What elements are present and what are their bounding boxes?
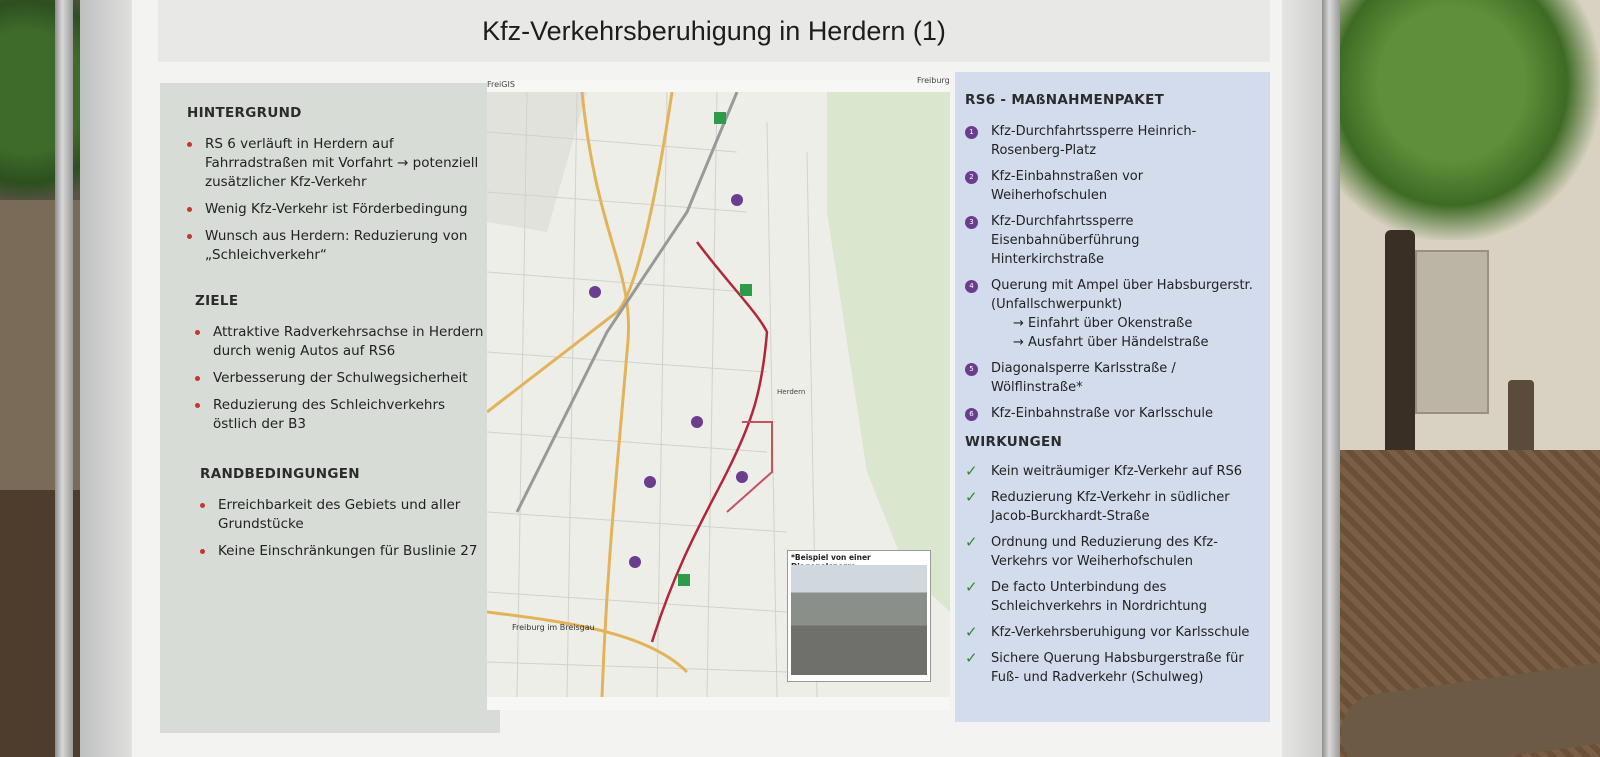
effect-item	[965, 462, 1255, 481]
poster-title: Kfz-Verkehrsberuhigung in Herdern (1)	[482, 15, 946, 46]
effect-item	[965, 533, 1255, 571]
bullet-dot-icon	[187, 142, 192, 147]
list-item	[187, 135, 487, 192]
measure-item	[965, 276, 1255, 352]
effect-text: Ordnung und Reduzierung des Kfz-Verkehrs vor Weiherhofschulen	[991, 535, 1218, 569]
randbedingungen-list	[200, 496, 490, 569]
list-item-text: Keine Einschränkungen für Buslinie 27	[218, 543, 478, 559]
number-badge: 1	[965, 126, 978, 139]
checkmark-icon: ✓	[965, 533, 978, 551]
heading-hintergrund: HINTERGRUND	[187, 105, 302, 121]
list-item	[187, 227, 487, 265]
map-source-label: FreiGIS	[487, 80, 515, 89]
marker-1	[736, 471, 748, 483]
city-label: Freiburg im Breisgau	[512, 623, 595, 632]
pole-right	[1322, 0, 1340, 757]
bullet-dot-icon	[195, 330, 200, 335]
effect-item	[965, 649, 1255, 687]
marker-6	[629, 556, 641, 568]
number-badge: 6	[965, 408, 978, 421]
marker-3	[731, 194, 743, 206]
inset-photo	[791, 565, 927, 675]
checkmark-icon: ✓	[965, 623, 978, 641]
bullet-dot-icon	[187, 234, 192, 239]
list-item	[195, 396, 490, 434]
effect-text: Kfz-Verkehrsberuhigung vor Karlsschule	[991, 625, 1250, 640]
number-badge: 5	[965, 363, 978, 376]
list-item	[200, 496, 490, 534]
tree-right	[1330, 0, 1600, 240]
bullet-dot-icon	[187, 207, 192, 212]
number-badge: 3	[965, 216, 978, 229]
measure-text: Diagonalsperre Karlsstraße / Wölflinstraße*	[991, 361, 1176, 395]
measure-text: Kfz-Einbahnstraße vor Karlsschule	[991, 406, 1214, 421]
measure-text: Kfz-Durchfahrtssperre Heinrich-Rosenberg-Platz	[991, 124, 1197, 158]
diagonal-barrier-inset	[787, 550, 931, 682]
measure-subitem: → Einfahrt über Okenstraße	[1013, 316, 1193, 331]
effect-text: Reduzierung Kfz-Verkehr in südlicher Jacob-Burckhardt-Straße	[991, 490, 1230, 524]
list-item-text: Verbesserung der Schulwegsicherheit	[213, 370, 468, 386]
right-panel	[955, 72, 1270, 722]
measure-item	[965, 122, 1255, 160]
effect-text: Sichere Querung Habsburgerstraße für Fuß- und Radverkehr (Schulweg)	[991, 651, 1244, 685]
heading-randbedingungen: RANDBEDINGUNGEN	[200, 466, 360, 482]
list-item	[187, 200, 487, 219]
inset-caption: *Beispiel von einer	[791, 553, 871, 562]
map-area	[487, 76, 950, 710]
checkmark-icon: ✓	[965, 649, 978, 667]
marker-5	[644, 476, 656, 488]
list-item-text: Attraktive Radverkehrsachse in Herdern durch wenig Autos auf RS6	[213, 324, 484, 359]
measure-text: Querung mit Ampel über Habsburgerstr. (Unfallschwerpunkt)	[991, 278, 1253, 312]
effect-item	[965, 578, 1255, 616]
effect-item	[965, 488, 1255, 526]
number-badge: 4	[965, 280, 978, 293]
massnahmen-list	[965, 122, 1255, 430]
measure-item	[965, 359, 1255, 397]
tree-left	[0, 0, 90, 230]
measure-text: Kfz-Durchfahrtssperre Eisenbahnüberführung Hinterkirchstraße	[991, 214, 1140, 267]
left-panel	[160, 83, 500, 733]
number-badge: 2	[965, 171, 978, 184]
checkmark-icon: ✓	[965, 578, 978, 596]
hintergrund-list	[187, 135, 487, 273]
list-item-text: RS 6 verläuft in Herdern auf Fahrradstraßen mit Vorfahrt → potenziell zusätzlicher Kfz-Verkehr	[205, 136, 479, 190]
effect-text: Kein weiträumiger Kfz-Verkehr auf RS6	[991, 464, 1243, 479]
bullet-dot-icon	[195, 376, 200, 381]
list-item	[200, 542, 490, 561]
measure-item	[965, 404, 1255, 423]
list-item-text: Wunsch aus Herdern: Reduzierung von „Schleichverkehr“	[205, 228, 468, 263]
heading-wirkungen: WIRKUNGEN	[965, 434, 1063, 450]
measure-item	[965, 167, 1255, 205]
wirkungen-list	[965, 462, 1255, 694]
house-door	[1415, 250, 1489, 414]
list-item-text: Wenig Kfz-Verkehr ist Förderbedingung	[205, 201, 468, 217]
map-brand-label: Freiburg	[917, 76, 950, 85]
bullet-dot-icon	[200, 549, 205, 554]
marker-4	[589, 286, 601, 298]
effect-text: De facto Unterbindung des Schleichverkehrs in Nordrichtung	[991, 580, 1208, 614]
ziele-list	[195, 323, 490, 442]
title-bar	[158, 0, 1270, 62]
checkmark-icon: ✓	[965, 488, 978, 506]
heading-ziele: ZIELE	[195, 293, 239, 309]
list-item-text: Erreichbarkeit des Gebiets und aller Grundstücke	[218, 497, 461, 532]
list-item	[195, 369, 490, 388]
ground-left	[0, 490, 90, 757]
measure-subitem: → Ausfahrt über Händelstraße	[1013, 335, 1209, 350]
measure-item	[965, 212, 1255, 269]
bullet-dot-icon	[195, 403, 200, 408]
pole-left	[55, 0, 73, 757]
bullet-dot-icon	[200, 503, 205, 508]
marker-2	[691, 416, 703, 428]
list-item	[195, 323, 490, 361]
heading-massnahmen: RS6 - MAßNAHMENPAKET	[965, 92, 1165, 108]
checkmark-icon: ✓	[965, 462, 978, 480]
measure-text: Kfz-Einbahnstraßen vor Weiherhofschulen	[991, 169, 1144, 203]
district-label: Herdern	[777, 388, 806, 396]
list-item-text: Reduzierung des Schleichverkehrs östlich der B3	[213, 397, 446, 432]
effect-item	[965, 623, 1255, 642]
